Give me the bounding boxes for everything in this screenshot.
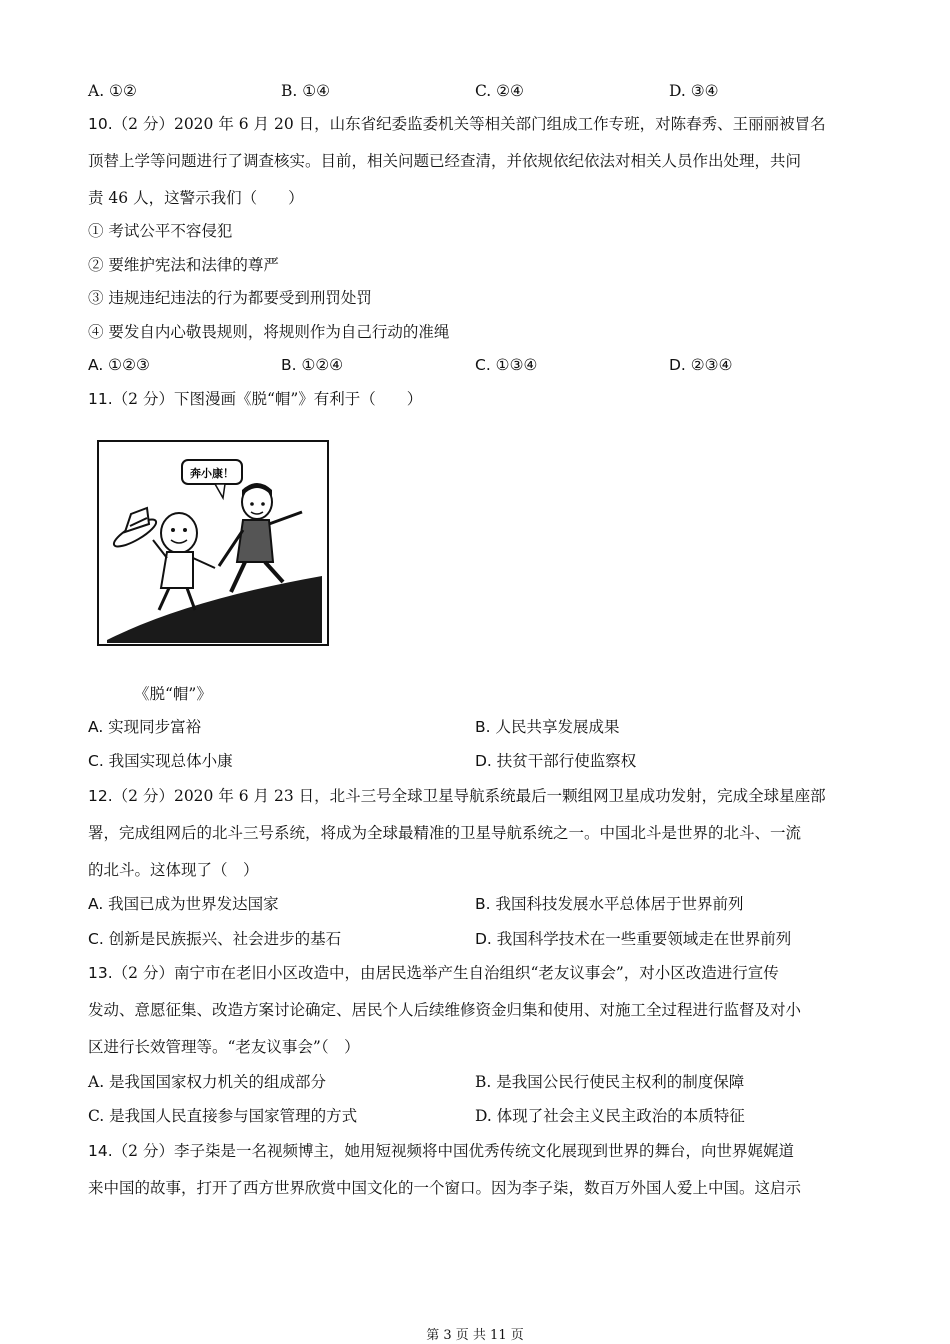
q14-stem-line2: 来中国的故事，打开了西方世界欣赏中国文化的一个窗口。因为李子柒，数百万外国人爱上中国。这启示 <box>88 1179 802 1197</box>
q13-text1: 南宁市在老旧小区改造中，由居民选举产生自治组织“老友议事会”，对小区改造进行宣传 <box>173 964 779 982</box>
q11-option-b: B. 人民共享发展成果 <box>475 718 620 736</box>
cartoon-caption: 《脱“帽”》 <box>134 685 212 703</box>
q12-option-d: D. 我国科学技术在一些重要领域走在世界前列 <box>475 930 792 948</box>
q10-stem-line1 <box>88 113 826 135</box>
page-footer: 第 3 页 共 11 页 <box>426 1328 524 1343</box>
q11-option-a: A. 实现同步富裕 <box>88 718 202 736</box>
q14-score: （2 分） <box>112 1142 174 1160</box>
q9-option-b: B. ①④ <box>281 82 331 100</box>
q11-options-row2 <box>88 750 868 772</box>
q13-option-b: B. 是我国公民行使民主权利的制度保障 <box>475 1073 745 1091</box>
q12-option-a: A. 我国已成为世界发达国家 <box>88 895 279 913</box>
q9-option-a: A. ①② <box>88 82 137 100</box>
q12-stem-line2: 署，完成组网后的北斗三号系统，将成为全球最精准的卫星导航系统之一。中国北斗是世界的北斗、一流 <box>88 824 802 842</box>
q12-stem-line3: 的北斗。这体现了（ ） <box>88 861 259 879</box>
q11-option-c: C. 我国实现总体小康 <box>88 752 233 770</box>
q11-stem <box>88 388 422 410</box>
q14-number: 14. <box>88 1142 113 1160</box>
q10-option-a: A. ①②③ <box>88 356 150 374</box>
q11-options-row1 <box>88 716 868 738</box>
q13-options-row2 <box>88 1105 868 1127</box>
q11-option-d: D. 扶贫干部行使监察权 <box>475 752 637 770</box>
q13-option-d: D. 体现了社会主义民主政治的本质特征 <box>475 1107 745 1125</box>
q12-option-b: B. 我国科技发展水平总体居于世界前列 <box>475 895 744 913</box>
q12-options-row2 <box>88 928 868 950</box>
q9-option-c: C. ②④ <box>475 82 524 100</box>
q10-stem-line3: 责 46 人，这警示我们（ ） <box>88 189 304 207</box>
q13-stem-line1 <box>88 962 779 984</box>
q10-option-c: C. ①③④ <box>475 356 538 374</box>
q13-stem-line3: 区进行长效管理等。“老友议事会”（ ） <box>88 1038 360 1056</box>
q14-text1: 李子柒是一名视频博主，她用短视频将中国优秀传统文化展现到世界的舞台，向世界娓娓道 <box>173 1142 794 1160</box>
q10-item-3: ③ 违规违纪违法的行为都要受到刑罚处罚 <box>88 289 372 307</box>
q11-score: （2 分） <box>112 390 174 408</box>
q13-options-row1 <box>88 1071 868 1093</box>
q10-stem-line2: 顶替上学等问题进行了调查核实。目前，相关问题已经查清，并依规依纪依法对相关人员作出处理，共问 <box>88 152 802 170</box>
q13-option-c: C. 是我国人民直接参与国家管理的方式 <box>88 1107 358 1125</box>
q13-score: （2 分） <box>112 964 174 982</box>
q10-item-1: ① 考试公平不容侵犯 <box>88 222 233 240</box>
q12-text1: 2020 年 6 月 23 日，北斗三号全球卫星导航系统最后一颗组网卫星成功发射，完成全球星座部 <box>173 787 826 805</box>
cartoon-image <box>97 440 329 646</box>
q12-stem-line1 <box>88 785 826 807</box>
q10-options <box>88 354 868 376</box>
q10-option-b: B. ①②④ <box>281 356 344 374</box>
q10-score: （2 分） <box>112 115 174 133</box>
q9-option-d: D. ③④ <box>669 82 719 100</box>
q13-number: 13. <box>88 964 113 982</box>
q12-number: 12. <box>88 787 113 805</box>
q14-stem-line1 <box>88 1140 794 1162</box>
q12-option-c: C. 创新是民族振兴、社会进步的基石 <box>88 930 342 948</box>
q9-options <box>88 80 868 102</box>
q10-item-2: ② 要维护宪法和法律的尊严 <box>88 256 279 274</box>
q11-number: 11. <box>88 390 113 408</box>
q12-score: （2 分） <box>112 787 174 805</box>
q12-options-row1 <box>88 893 868 915</box>
q13-option-a: A. 是我国国家权力机关的组成部分 <box>88 1073 327 1091</box>
q10-number: 10. <box>88 115 113 133</box>
q13-stem-line2: 发动、意愿征集、改造方案讨论确定、居民个人后续维修资金归集和使用、对施工全过程进行监督及对小 <box>88 1001 802 1019</box>
q10-item-4: ④ 要发自内心敬畏规则，将规则作为自己行动的准绳 <box>88 323 450 341</box>
bubble-text: 奔小康！ <box>190 467 234 480</box>
q10-text1: 2020 年 6 月 20 日，山东省纪委监委机关等相关部门组成工作专班，对陈春秀、王丽丽被冒名 <box>173 115 826 133</box>
q11-text: 下图漫画《脱“帽”》有利于（ ） <box>173 390 423 408</box>
q10-option-d: D. ②③④ <box>669 356 733 374</box>
